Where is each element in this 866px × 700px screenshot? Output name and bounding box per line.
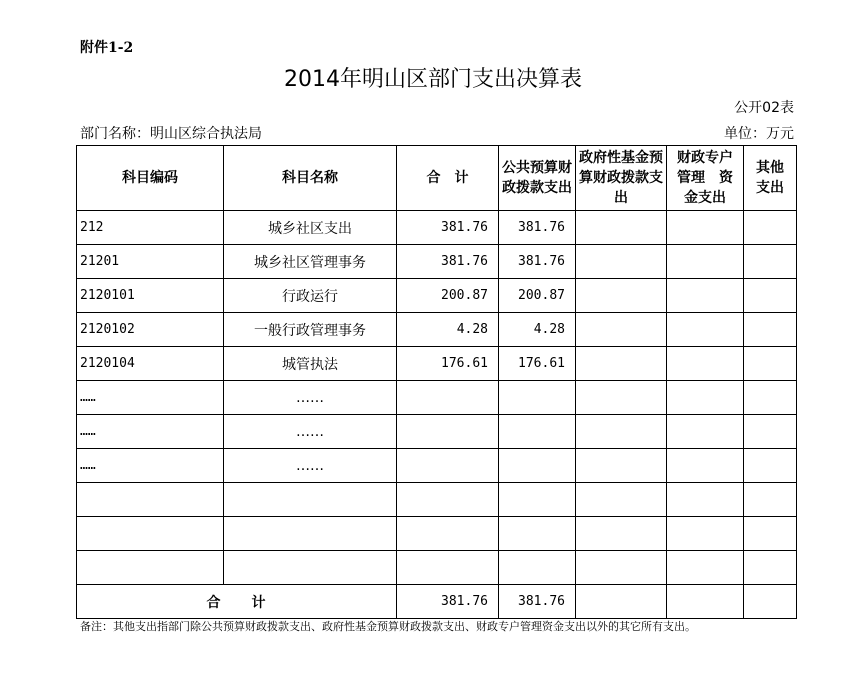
header-public-budget: 公共预算财政拨款支出 [499,146,576,211]
cell-code [77,517,224,551]
cell-gov-fund [576,449,667,483]
table-row [77,211,797,245]
cell-total [397,551,499,585]
cell-total [397,415,499,449]
header-gov-fund: 政府性基金预算财政拨款支出 [576,146,667,211]
cell-name [224,551,397,585]
cell-name [224,517,397,551]
cell-name: 城乡社区管理事务 [224,245,397,279]
table-row [77,381,797,415]
header-name: 科目名称 [224,146,397,211]
cell-public-budget: 381.76 [499,245,576,279]
cell-gov-fund [576,517,667,551]
cell-gov-fund [576,347,667,381]
table-row [77,483,797,517]
cell-name: …… [224,449,397,483]
header-total: 合 计 [397,146,499,211]
cell-public-budget [499,415,576,449]
cell-total: 176.61 [397,347,499,381]
table-row [77,279,797,313]
cell-name: 一般行政管理事务 [224,313,397,347]
cell-name [224,483,397,517]
cell-gov-fund [576,313,667,347]
cell-other [744,279,797,313]
cell-gov-fund [576,245,667,279]
cell-gov-fund [576,211,667,245]
expenditure-table [76,145,797,619]
cell-code [77,483,224,517]
cell-name: …… [224,415,397,449]
total-amount: 381.76 [397,585,499,619]
cell-special-account [667,415,744,449]
cell-code: …… [77,449,224,483]
cell-total [397,483,499,517]
total-public-budget: 381.76 [499,585,576,619]
cell-public-budget: 176.61 [499,347,576,381]
cell-other [744,313,797,347]
cell-special-account [667,483,744,517]
cell-total: 381.76 [397,211,499,245]
cell-total [397,517,499,551]
total-label: 合 计 [77,585,397,619]
total-special-account [667,585,744,619]
cell-public-budget [499,381,576,415]
cell-special-account [667,449,744,483]
cell-code: 2120102 [77,313,224,347]
cell-total: 4.28 [397,313,499,347]
cell-other [744,381,797,415]
cell-total: 381.76 [397,245,499,279]
table-row [77,449,797,483]
cell-code: 212 [77,211,224,245]
cell-other [744,211,797,245]
department-name [80,123,262,143]
cell-total: 200.87 [397,279,499,313]
header-special-account: 财政专户管理 资金支出 [667,146,744,211]
cell-public-budget [499,551,576,585]
cell-code: 21201 [77,245,224,279]
cell-gov-fund [576,279,667,313]
cell-name: 城乡社区支出 [224,211,397,245]
cell-special-account [667,313,744,347]
unit-label: 单位：万元 [724,126,794,142]
form-code: 公开02表 [734,100,794,116]
cell-public-budget: 200.87 [499,279,576,313]
table-row [77,347,797,381]
table-row [77,551,797,585]
cell-other [744,449,797,483]
cell-other [744,347,797,381]
cell-special-account [667,381,744,415]
cell-public-budget: 4.28 [499,313,576,347]
cell-name: 城管执法 [224,347,397,381]
total-gov-fund [576,585,667,619]
header-code: 科目编码 [77,146,224,211]
cell-other [744,245,797,279]
cell-gov-fund [576,551,667,585]
cell-other [744,551,797,585]
cell-other [744,517,797,551]
footnote: 备注：其他支出指部门除公共预算财政拨款支出、政府性基金预算财政拨款支出、财政专户管理资金支出以外的其它所有支出。 [80,620,696,633]
cell-public-budget [499,449,576,483]
cell-special-account [667,245,744,279]
cell-gov-fund [576,483,667,517]
cell-gov-fund [576,415,667,449]
cell-special-account [667,517,744,551]
cell-public-budget: 381.76 [499,211,576,245]
table-header-row [77,146,797,211]
cell-special-account [667,279,744,313]
cell-special-account [667,211,744,245]
cell-total [397,449,499,483]
total-other [744,585,797,619]
header-other: 其他支出 [744,146,797,211]
cell-public-budget [499,517,576,551]
department-value: 明山区综合执法局 [150,126,262,142]
cell-code [77,551,224,585]
cell-public-budget [499,483,576,517]
table-row [77,517,797,551]
cell-other [744,483,797,517]
page-title: 2014年明山区部门支出决算表 [284,67,582,92]
cell-other [744,415,797,449]
cell-special-account [667,551,744,585]
cell-special-account [667,347,744,381]
table-row [77,313,797,347]
cell-code: …… [77,381,224,415]
cell-name: 行政运行 [224,279,397,313]
cell-total [397,381,499,415]
table-row [77,415,797,449]
cell-code: 2120104 [77,347,224,381]
table-row [77,245,797,279]
total-row [77,585,797,619]
cell-name: …… [224,381,397,415]
cell-code: 2120101 [77,279,224,313]
attachment-label: 附件1-2 [80,40,134,56]
cell-code: …… [77,415,224,449]
department-label: 部门名称： [80,126,150,142]
cell-gov-fund [576,381,667,415]
